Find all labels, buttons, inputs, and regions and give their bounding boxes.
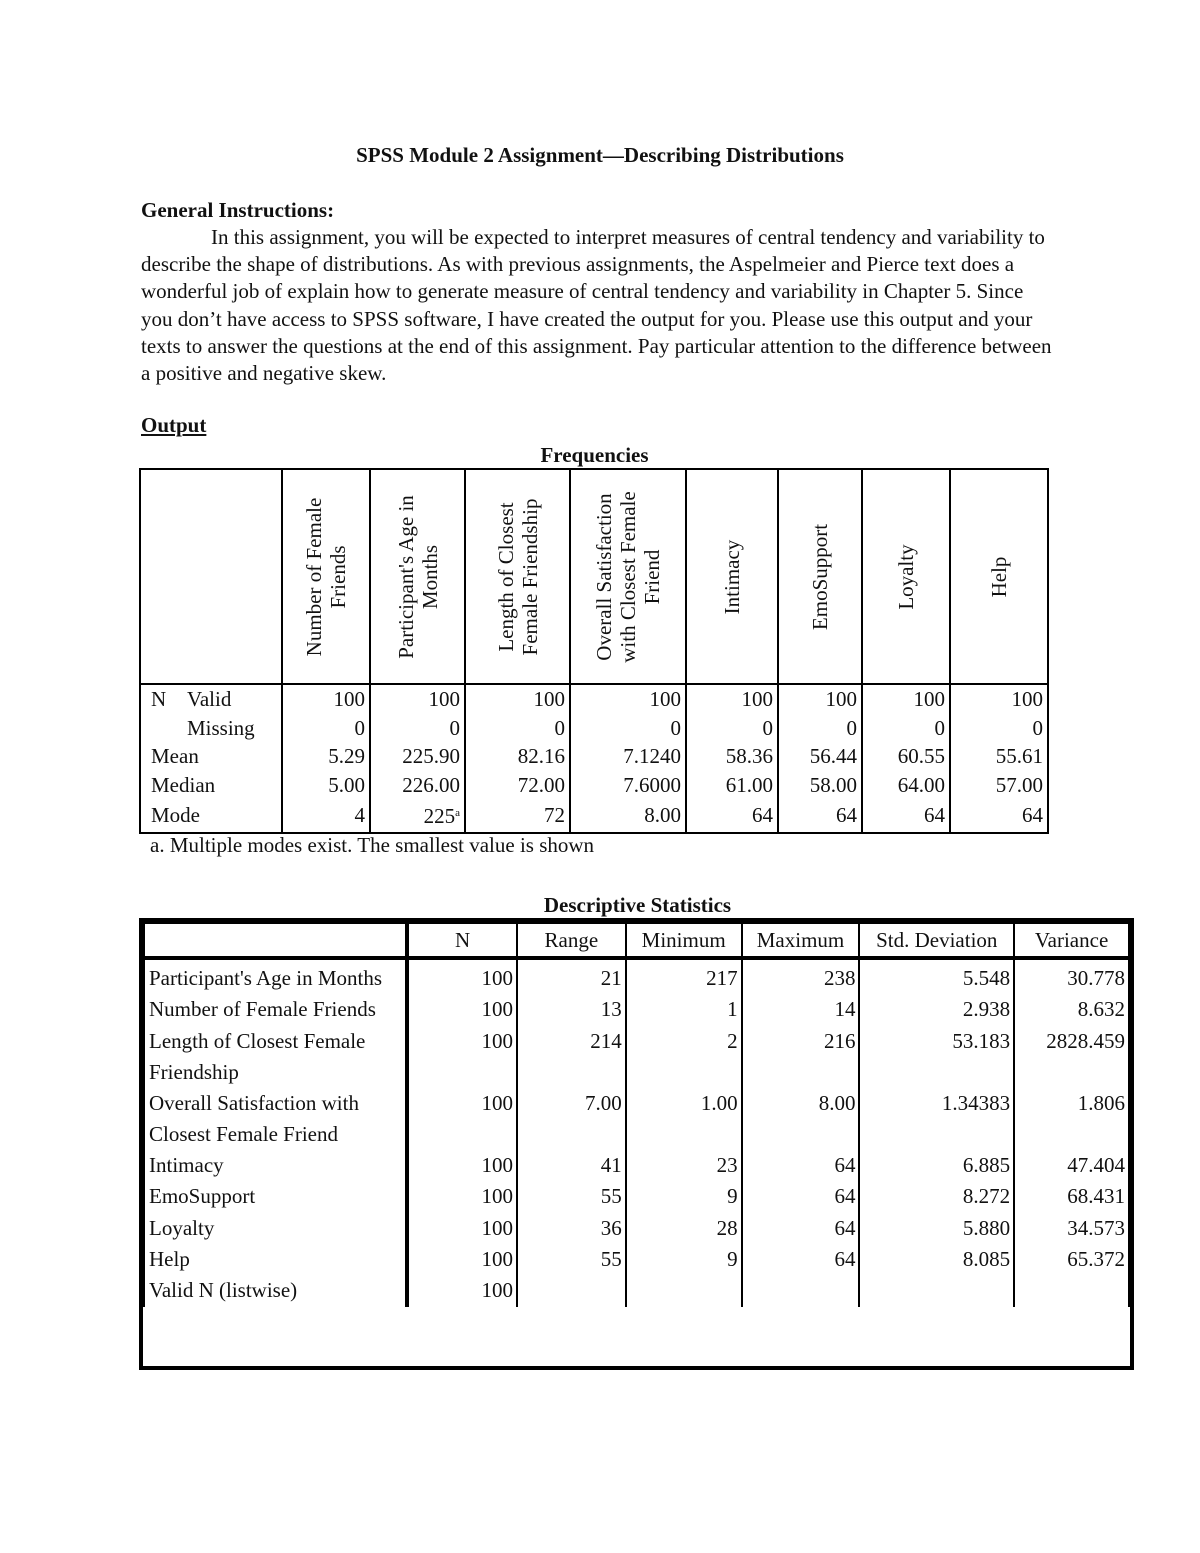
table-row [144, 1275, 1129, 1306]
row-label: N Valid [140, 684, 282, 714]
table-cell: 64.00 [862, 771, 950, 800]
table-cell: 100 [407, 1150, 517, 1181]
table-cell [742, 1275, 860, 1306]
table-cell: 100 [465, 684, 570, 714]
table-cell: 9 [626, 1244, 742, 1275]
column-header: Help [950, 469, 1048, 684]
table-row [144, 1244, 1129, 1275]
row-label: EmoSupport [144, 1181, 407, 1212]
table-cell: 58.00 [778, 771, 862, 800]
table-row [144, 994, 1129, 1025]
table-cell: 55 [517, 1181, 626, 1212]
table-cell: 57.00 [950, 771, 1048, 800]
table-cell: 5.29 [282, 742, 370, 771]
table-cell: 6.885 [859, 1150, 1014, 1181]
table-cell: 56.44 [778, 742, 862, 771]
table-cell: 0 [862, 714, 950, 743]
table-cell: 0 [778, 714, 862, 743]
table-cell [1014, 1275, 1129, 1306]
table-cell: 61.00 [686, 771, 778, 800]
table-row [140, 742, 1048, 771]
table-row [140, 684, 1048, 714]
instructions-paragraph [141, 224, 1056, 387]
column-header: Variance [1014, 923, 1129, 958]
table-cell: 0 [465, 714, 570, 743]
table-cell: 82.16 [465, 742, 570, 771]
table-cell: 8.00 [570, 799, 686, 833]
table-cell: 100 [686, 684, 778, 714]
table-cell: 7.00 [517, 1088, 626, 1150]
row-label: Help [144, 1244, 407, 1275]
table-cell: 72.00 [465, 771, 570, 800]
table-cell: 8.272 [859, 1181, 1014, 1212]
table-cell: 64 [778, 799, 862, 833]
column-header: N [407, 923, 517, 958]
table-cell: 226.00 [370, 771, 465, 800]
table-cell [517, 1275, 626, 1306]
table-cell: 100 [407, 1181, 517, 1212]
frequencies-header-row [140, 469, 1048, 684]
table-cell: 47.404 [1014, 1150, 1129, 1181]
row-label: Overall Satisfaction with Closest Female Friend [144, 1088, 407, 1150]
row-label: Valid N (listwise) [144, 1275, 407, 1306]
table-row [144, 1150, 1129, 1181]
row-label: Number of Female Friends [144, 994, 407, 1025]
table-cell: 100 [370, 684, 465, 714]
frequencies-title: Frequencies [540, 443, 649, 467]
table-cell: 36 [517, 1213, 626, 1244]
table-cell: 0 [570, 714, 686, 743]
frequencies-corner-cell [140, 469, 282, 684]
table-cell: 225$^a$ [370, 799, 465, 833]
table-cell: 64 [742, 1213, 860, 1244]
column-header: Intimacy [686, 469, 778, 684]
frequencies-footnote: a. Multiple modes exist. The smallest value is shown [150, 833, 595, 857]
table-row [140, 799, 1048, 833]
table-cell: 64 [742, 1150, 860, 1181]
table-cell: 1 [626, 994, 742, 1025]
table-cell: 100 [570, 684, 686, 714]
table-cell: 0 [950, 714, 1048, 743]
table-cell: 214 [517, 1026, 626, 1088]
table-cell: 216 [742, 1026, 860, 1088]
table-cell [859, 1275, 1014, 1306]
instructions-text: In this assignment, you will be expected to interpret measures of central tendency and variability to describe the shape of distributions. As with previous assignments, the Aspelmeier and Pierce text does a wonderful job of explain how to generate measure of central tendency and variability in Chapter 5. Since you don’t have access to SPSS software, I have created the output for you. Please use this output and your texts to answer the questions at the end of this assignment. Pay particular attention to the difference between a positive and negative skew. [141, 225, 1052, 386]
descriptive-statistics-frame [139, 918, 1134, 1370]
table-cell: 225.90 [370, 742, 465, 771]
table-cell: 64 [742, 1181, 860, 1212]
descriptive-header-row [144, 923, 1129, 958]
table-row [144, 1026, 1129, 1088]
table-cell: 72 [465, 799, 570, 833]
column-header: Number of Female Friends [282, 469, 370, 684]
table-cell: 8.00 [742, 1088, 860, 1150]
row-label: Mode [140, 799, 282, 833]
descriptive-statistics-title: Descriptive Statistics [543, 893, 732, 917]
table-cell: 1.00 [626, 1088, 742, 1150]
column-header: Loyalty [862, 469, 950, 684]
table-cell: 2.938 [859, 994, 1014, 1025]
column-header: Length of Closest Female Friendship [465, 469, 570, 684]
descriptive-statistics-table [143, 922, 1130, 1307]
table-cell: 7.6000 [570, 771, 686, 800]
row-label: Median [140, 771, 282, 800]
table-cell: 1.34383 [859, 1088, 1014, 1150]
table-cell: 8.085 [859, 1244, 1014, 1275]
column-header: Overall Satisfaction with Closest Female Friend [570, 469, 686, 684]
table-cell: 1.806 [1014, 1088, 1129, 1150]
descriptive-corner-cell [144, 923, 407, 958]
table-row [140, 714, 1048, 743]
table-cell: 65.372 [1014, 1244, 1129, 1275]
table-cell [626, 1275, 742, 1306]
table-cell: 64 [950, 799, 1048, 833]
column-header: Minimum [626, 923, 742, 958]
table-cell: 100 [778, 684, 862, 714]
table-cell: 28 [626, 1213, 742, 1244]
table-cell: 100 [407, 1088, 517, 1150]
table-cell: 58.36 [686, 742, 778, 771]
table-cell: 2 [626, 1026, 742, 1088]
table-cell: 34.573 [1014, 1213, 1129, 1244]
table-cell: 100 [862, 684, 950, 714]
table-cell: 100 [407, 958, 517, 994]
table-cell: 100 [407, 1244, 517, 1275]
table-cell: 100 [407, 1275, 517, 1306]
table-cell: 0 [686, 714, 778, 743]
row-label: Length of Closest Female Friendship [144, 1026, 407, 1088]
document-title: SPSS Module 2 Assignment—Describing Distributions [356, 143, 844, 167]
table-cell: 8.632 [1014, 994, 1129, 1025]
table-cell: 30.778 [1014, 958, 1129, 994]
table-cell: 13 [517, 994, 626, 1025]
column-header: EmoSupport [778, 469, 862, 684]
table-cell: 55 [517, 1244, 626, 1275]
table-cell: 64 [686, 799, 778, 833]
table-cell: 9 [626, 1181, 742, 1212]
table-cell: 100 [950, 684, 1048, 714]
table-row [144, 958, 1129, 994]
footnote-marker: a [455, 807, 460, 820]
table-row [140, 771, 1048, 800]
table-cell: 5.00 [282, 771, 370, 800]
table-cell: 0 [282, 714, 370, 743]
row-label: Participant's Age in Months [144, 958, 407, 994]
frequencies-table [139, 468, 1049, 834]
table-cell: 53.183 [859, 1026, 1014, 1088]
column-header: Maximum [742, 923, 860, 958]
table-cell: 64 [742, 1244, 860, 1275]
table-row [144, 1213, 1129, 1244]
output-heading: Output [141, 413, 207, 437]
table-cell: 5.548 [859, 958, 1014, 994]
row-label: Missing [140, 714, 282, 743]
table-cell: 60.55 [862, 742, 950, 771]
table-cell: 2828.459 [1014, 1026, 1129, 1088]
table-cell: 14 [742, 994, 860, 1025]
table-cell: 64 [862, 799, 950, 833]
general-instructions-heading: General Instructions: [141, 198, 335, 222]
table-cell: 55.61 [950, 742, 1048, 771]
table-cell: 5.880 [859, 1213, 1014, 1244]
column-header: Participant's Age in Months [370, 469, 465, 684]
table-cell: 68.431 [1014, 1181, 1129, 1212]
table-cell: 23 [626, 1150, 742, 1181]
table-cell: 100 [407, 1213, 517, 1244]
table-cell: 7.1240 [570, 742, 686, 771]
column-header: Range [517, 923, 626, 958]
table-cell: 217 [626, 958, 742, 994]
table-cell: 100 [407, 1026, 517, 1088]
row-label: Loyalty [144, 1213, 407, 1244]
table-cell: 100 [407, 994, 517, 1025]
table-cell: 0 [370, 714, 465, 743]
row-label: Intimacy [144, 1150, 407, 1181]
table-cell: 238 [742, 958, 860, 994]
table-row [144, 1181, 1129, 1212]
table-cell: 41 [517, 1150, 626, 1181]
table-cell: 21 [517, 958, 626, 994]
column-header: Std. Deviation [859, 923, 1014, 958]
row-label: Mean [140, 742, 282, 771]
table-row [144, 1088, 1129, 1150]
table-cell: 4 [282, 799, 370, 833]
table-cell: 100 [282, 684, 370, 714]
